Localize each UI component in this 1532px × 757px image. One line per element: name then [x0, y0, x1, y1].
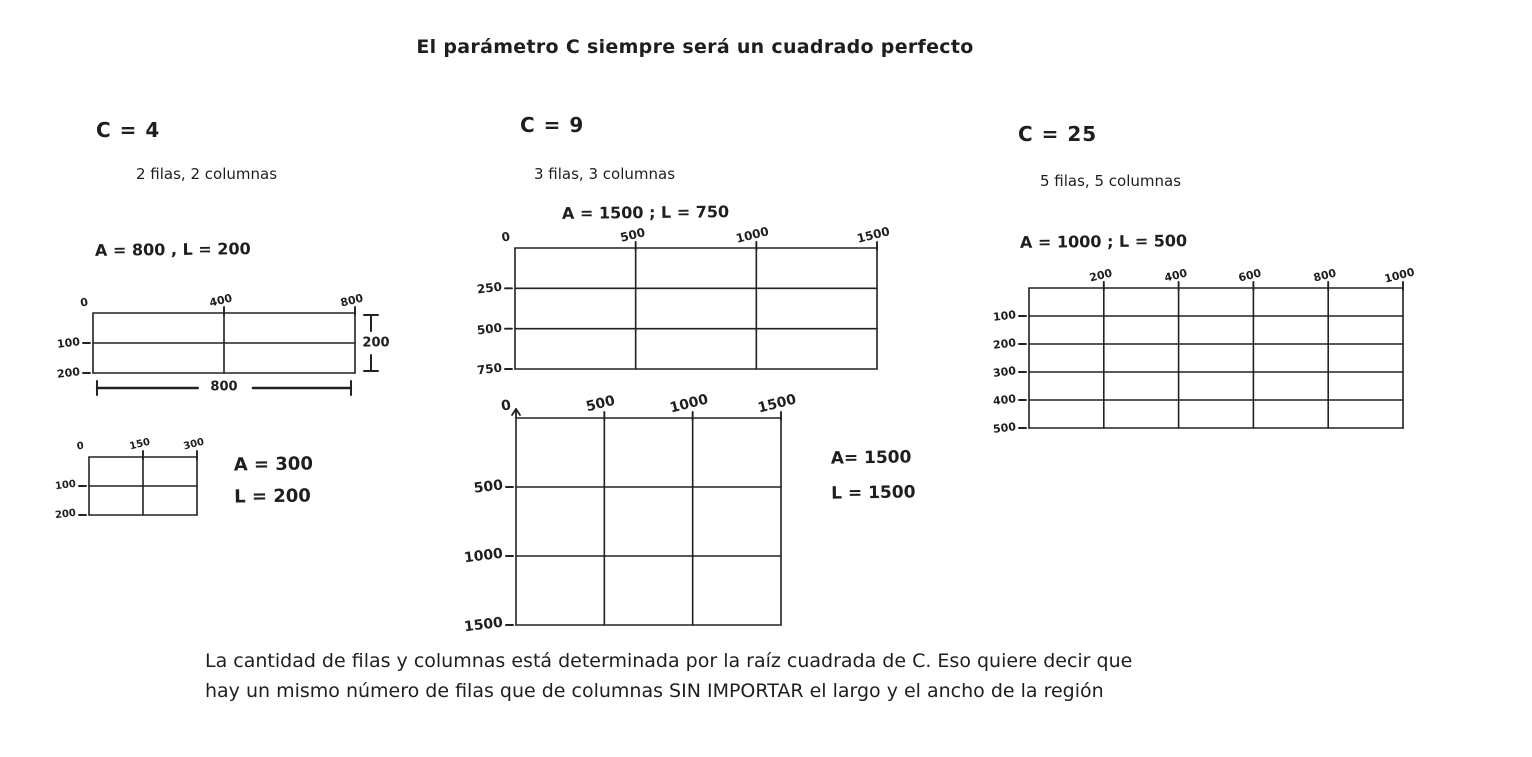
heading-c9: C = 9	[520, 113, 585, 137]
params-c9: A = 1500 ; L = 750	[561, 202, 730, 223]
axis-label-left: 400	[992, 392, 1017, 408]
axis-label-top: 1000	[667, 391, 710, 417]
axis-label-corner: 0	[500, 229, 512, 245]
axis-label-left: 1500	[463, 614, 504, 636]
axis-label-left: 100	[56, 335, 81, 351]
grid-lines	[516, 418, 821, 665]
axis-label-top: 500	[618, 225, 647, 245]
heading-c4: C = 4	[96, 118, 161, 142]
axis-label-left: 500	[992, 420, 1017, 436]
axis-label-top: 400	[1162, 266, 1189, 285]
dim-label-width: 200	[362, 335, 390, 351]
axis-label-corner: 0	[499, 397, 513, 415]
axis-label-left: 100	[992, 308, 1017, 324]
axis-label-top: 150	[128, 436, 152, 453]
page-title: El parámetro C siempre será un cuadrado perfecto	[416, 36, 974, 58]
subtitle-c4: 2 filas, 2 columnas	[136, 165, 278, 183]
grid-lines	[89, 457, 237, 555]
axis-label-top: 800	[1312, 266, 1338, 285]
axis-label-top: 300	[182, 436, 206, 453]
footer-line-1: La cantidad de filas y columnas está determinada por la raíz cuadrada de C. Eso quiere decir que	[205, 650, 1133, 672]
axis-label-top: 500	[584, 392, 617, 416]
dim-label-length: 800	[210, 379, 238, 395]
axis-label-left: 500	[476, 320, 503, 338]
axis-label-left: 100	[54, 478, 77, 493]
axis-label-top: 1500	[855, 224, 892, 246]
axis-label-left: 200	[54, 507, 77, 522]
axis-label-top: 600	[1237, 266, 1263, 285]
params-c25: A = 1000 ; L = 500	[1019, 231, 1188, 252]
axis-label-corner: 0	[76, 440, 85, 453]
axis-label-top: 1000	[1383, 265, 1416, 286]
axis-label-corner: 0	[79, 295, 90, 310]
note-c4-area: A = 300	[233, 453, 314, 476]
subtitle-c25: 5 filas, 5 columnas	[1040, 172, 1182, 190]
axis-label-left: 250	[476, 279, 503, 297]
axis-label-left: 1000	[463, 545, 504, 567]
heading-c25: C = 25	[1018, 122, 1098, 146]
footer-note	[205, 646, 1132, 706]
note-c9-length: L = 1500	[831, 482, 916, 504]
subtitle-c9: 3 filas, 3 columnas	[534, 165, 676, 183]
axis-label-left: 200	[992, 336, 1017, 352]
params-c4: A = 800 , L = 200	[94, 239, 251, 260]
grid-lines	[1029, 288, 1443, 468]
axis-label-top: 1000	[734, 224, 771, 246]
axis-label-top: 200	[1087, 266, 1114, 285]
footer-line-2: hay un mismo número de filas que de columnas SIN IMPORTAR el largo y el ancho de la región	[205, 680, 1104, 702]
grid-lines	[515, 248, 917, 409]
axis-label-top: 400	[208, 291, 234, 310]
axis-label-top: 1500	[756, 391, 798, 417]
axis-label-top: 800	[339, 291, 365, 310]
axis-label-left: 300	[992, 364, 1017, 380]
note-c9-area: A= 1500	[830, 447, 912, 469]
grid-lines	[93, 313, 395, 413]
axis-label-left: 500	[472, 477, 504, 497]
axis-label-left: 200	[56, 365, 81, 381]
axis-label-left: 750	[476, 360, 503, 378]
note-c4-length: L = 200	[234, 485, 312, 508]
